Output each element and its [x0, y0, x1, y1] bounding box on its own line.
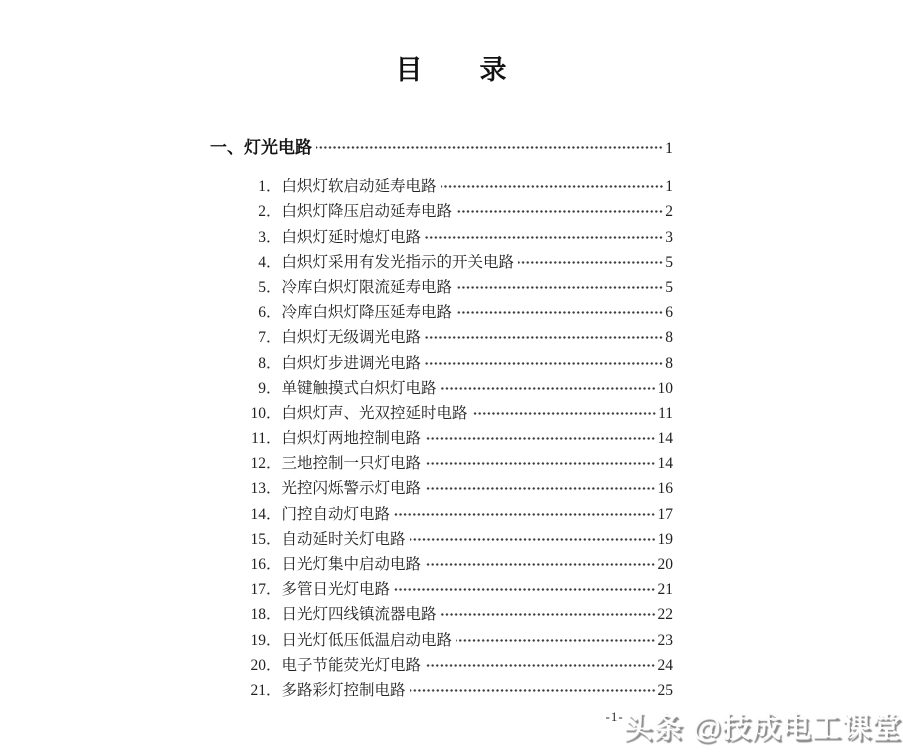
entry-number: 1 [258, 178, 266, 196]
entry-title: 电子节能荧光灯电路 [281, 656, 422, 674]
dot-leader [425, 431, 655, 446]
entry-page: 5 [665, 253, 673, 271]
toc-entry [248, 498, 673, 523]
toc-entry [248, 322, 673, 347]
entry-title: 光控闪烁警示灯电路 [281, 480, 422, 498]
entry-separator: ． [266, 530, 282, 548]
footer-page-number: -1- [605, 709, 624, 724]
toc-entry [248, 675, 673, 700]
toc-entry [248, 650, 673, 675]
entry-number: 19 [250, 631, 266, 649]
entry-title: 冷库白炽灯限流延寿电路 [281, 278, 453, 296]
entry-title: 白炽灯无级调光电路 [281, 329, 422, 347]
dot-leader [456, 305, 663, 320]
toc-entry [248, 196, 673, 221]
entry-number: 4 [258, 253, 266, 271]
entry-number: 14 [250, 505, 266, 523]
entry-title: 自动延时关灯电路 [281, 530, 406, 548]
dot-leader [425, 456, 655, 471]
entry-title: 多管日光灯电路 [281, 581, 391, 599]
entry-title: 门控自动灯电路 [281, 505, 391, 523]
toc-entry [248, 347, 673, 372]
dot-leader [316, 140, 663, 155]
toc-entry [248, 599, 673, 624]
toc-entry [248, 549, 673, 574]
entry-page: 8 [665, 329, 673, 347]
entry-title: 白炽灯声、光双控延时电路 [281, 404, 468, 422]
entry-separator: ． [266, 480, 282, 498]
page-title: 目 录 [395, 55, 508, 85]
entry-separator: ． [266, 354, 282, 372]
entry-separator: ． [266, 203, 282, 221]
entry-page: 2 [665, 203, 673, 221]
dot-leader [425, 658, 655, 673]
dot-leader [425, 356, 663, 371]
dot-leader [456, 280, 663, 295]
dot-leader [410, 532, 656, 547]
toc-entry [248, 373, 673, 398]
entry-page: 11 [658, 404, 673, 422]
entry-separator: ． [266, 404, 282, 422]
entry-page: 1 [665, 178, 673, 196]
dot-leader [425, 330, 663, 345]
entry-separator: ． [266, 178, 282, 196]
page-footer [605, 705, 903, 746]
toc-entry [248, 524, 673, 549]
entry-number: 15 [250, 530, 266, 548]
entry-separator: ． [266, 304, 282, 322]
entry-number: 11 [251, 430, 266, 448]
entry-separator: ． [266, 656, 282, 674]
toc-entry [248, 423, 673, 448]
entry-title: 多路彩灯控制电路 [281, 681, 406, 699]
dot-leader [518, 255, 663, 270]
entry-page: 10 [657, 379, 673, 397]
dot-leader [425, 557, 655, 572]
entry-page: 19 [657, 530, 673, 548]
entry-number: 10 [250, 404, 266, 422]
entry-separator: ． [266, 430, 282, 448]
toc-entry [248, 272, 673, 297]
entry-number: 2 [258, 203, 266, 221]
entry-separator: ． [266, 455, 282, 473]
entry-number: 16 [250, 556, 266, 573]
entry-separator: ． [266, 278, 282, 296]
toc-entry [248, 448, 673, 473]
entry-title: 单键触摸式白炽灯电路 [281, 379, 437, 397]
watermark: 头条 @技成电工课堂 [623, 712, 902, 744]
toc-section-label: 一、灯光电路 [210, 138, 312, 157]
entry-separator: ． [266, 379, 282, 397]
entry-page: 16 [657, 480, 673, 498]
dot-leader [425, 481, 655, 496]
entry-number: 9 [258, 379, 266, 397]
entry-title: 日光灯集中启动电路 [281, 556, 422, 573]
entry-separator: ． [266, 253, 282, 271]
entry-separator: ． [266, 329, 282, 347]
entry-title: 白炽灯延时熄灯电路 [281, 228, 422, 246]
entry-title: 冷库白炽灯降压延寿电路 [281, 304, 453, 322]
entry-page: 8 [665, 354, 673, 372]
entry-title: 日光灯低压低温启动电路 [281, 631, 453, 649]
entry-title: 白炽灯步进调光电路 [281, 354, 422, 372]
entry-separator: ． [266, 606, 282, 624]
entry-page: 20 [657, 556, 673, 573]
entry-page: 3 [665, 228, 673, 246]
entry-number: 3 [258, 228, 266, 246]
toc-entry [248, 171, 673, 196]
entry-title: 白炽灯降压启动延寿电路 [281, 203, 453, 221]
entry-separator: ． [266, 556, 282, 573]
entry-number: 17 [250, 581, 266, 599]
entry-page: 14 [657, 455, 673, 473]
toc-entry [248, 221, 673, 246]
entry-page: 5 [665, 278, 673, 296]
entry-number: 8 [258, 354, 266, 372]
dot-leader [441, 381, 656, 396]
toc-entries [210, 171, 673, 700]
dot-leader [456, 204, 663, 219]
entry-separator: ． [266, 581, 282, 599]
entry-title: 三地控制一只灯电路 [281, 455, 422, 473]
entry-number: 20 [250, 656, 266, 674]
toc-entry [248, 398, 673, 423]
entry-number: 13 [250, 480, 266, 498]
entry-number: 18 [250, 606, 266, 624]
entry-separator: ． [266, 228, 282, 246]
entry-number: 5 [258, 278, 266, 296]
entry-number: 6 [258, 304, 266, 322]
toc [210, 134, 673, 700]
dot-leader [441, 179, 664, 194]
entry-number: 21 [250, 681, 266, 699]
entry-page: 23 [657, 631, 673, 649]
toc-section-row [210, 134, 673, 158]
entry-title: 白炽灯采用有发光指示的开关电路 [281, 253, 515, 271]
toc-entry [248, 247, 673, 272]
dot-leader [441, 607, 656, 622]
entry-page: 24 [657, 656, 673, 674]
entry-page: 6 [665, 304, 673, 322]
toc-entry [248, 624, 673, 649]
entry-page: 21 [657, 581, 673, 599]
toc-section-page: 1 [665, 140, 673, 157]
entry-separator: ． [266, 505, 282, 523]
entry-title: 白炽灯两地控制电路 [281, 430, 422, 448]
dot-leader [472, 406, 657, 421]
entry-page: 17 [657, 505, 673, 523]
entry-separator: ． [266, 681, 282, 699]
entry-number: 7 [258, 329, 266, 347]
entry-title: 白炽灯软启动延寿电路 [281, 178, 437, 196]
entry-title: 日光灯四线镇流器电路 [281, 606, 437, 624]
toc-entry [248, 297, 673, 322]
toc-entry [248, 473, 673, 498]
dot-leader [456, 633, 655, 648]
dot-leader [425, 230, 663, 245]
dot-leader [394, 582, 655, 597]
entry-page: 22 [657, 606, 673, 624]
entry-separator: ． [266, 631, 282, 649]
entry-page: 25 [657, 681, 673, 699]
entry-page: 14 [657, 430, 673, 448]
toc-entry [248, 574, 673, 599]
dot-leader [410, 683, 656, 698]
dot-leader [394, 507, 655, 522]
entry-number: 12 [250, 455, 266, 473]
